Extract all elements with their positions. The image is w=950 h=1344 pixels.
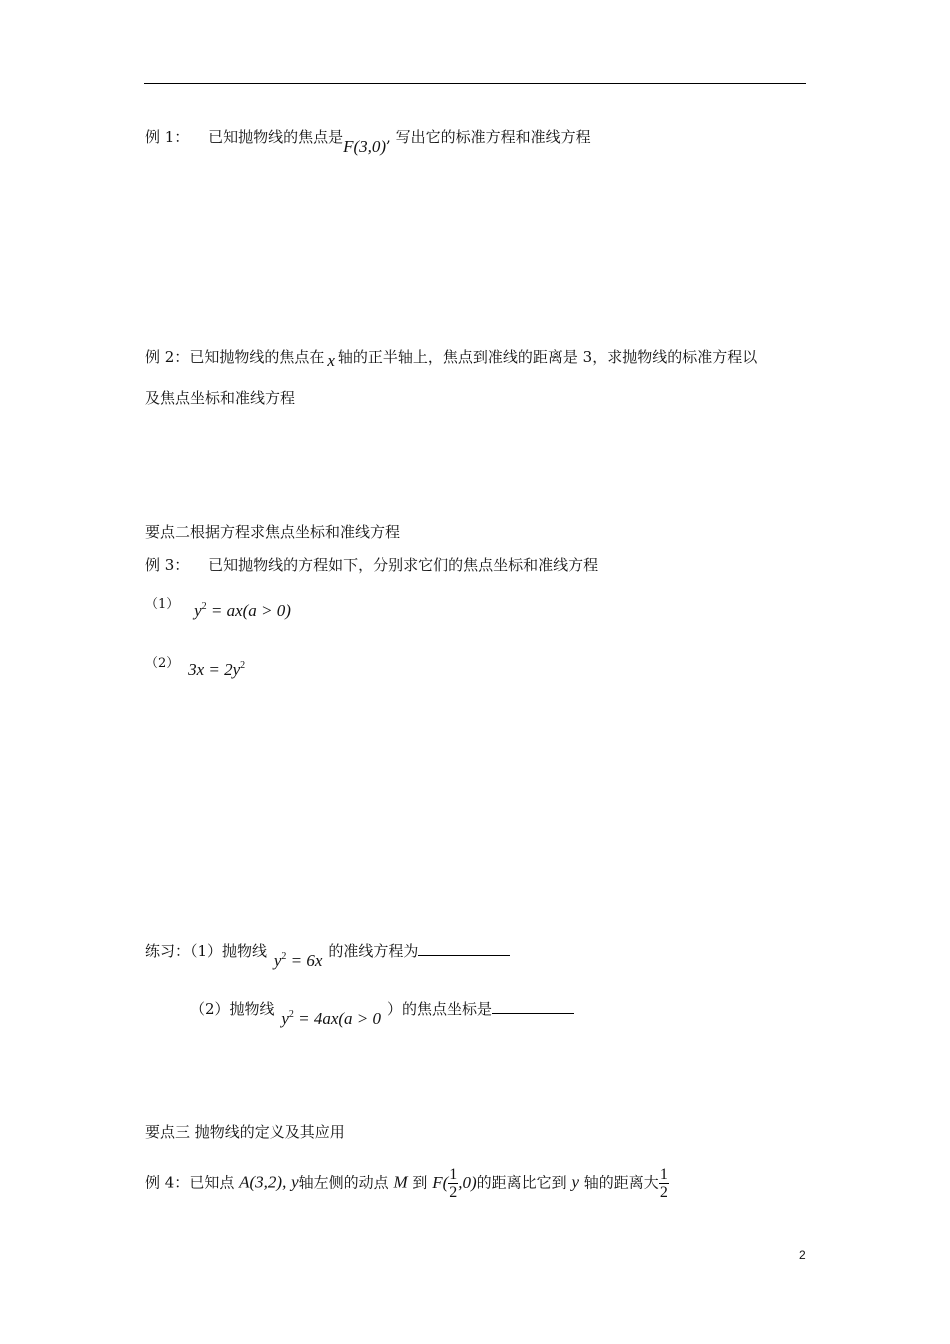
example-1-text: 已知抛物线的焦点是	[208, 128, 344, 146]
example-2-label: 例 2：	[145, 348, 190, 366]
focus-f	[432, 1166, 477, 1202]
item-2-sup: 2	[240, 660, 246, 671]
point-a: A(3,2),	[239, 1172, 287, 1192]
page-number: 2	[799, 1248, 806, 1262]
focus-f-rest: ,0)	[458, 1172, 477, 1192]
item-1-equation	[194, 601, 291, 620]
item-1-rest: = ax(a > 0)	[206, 601, 291, 620]
item-1-label: （1）	[145, 597, 180, 612]
item-2-equation	[188, 660, 245, 679]
practice-1-base: y	[273, 951, 282, 970]
practice-2-rest: = 4ax(a > 0	[293, 1009, 382, 1028]
point-m: M	[393, 1172, 408, 1192]
practice-2-suffix: ）的焦点坐标是	[387, 1000, 493, 1018]
fraction-denominator: 2	[449, 1184, 458, 1202]
practice-1-answer-blank[interactable]	[418, 939, 510, 956]
example-3-item-2	[145, 651, 246, 679]
example-4-y-2: y	[571, 1172, 580, 1192]
section-3-heading: 要点三 抛物线的定义及其应用	[145, 1123, 345, 1141]
practice-2-equation	[281, 1009, 381, 1028]
header-rule	[144, 83, 806, 84]
example-4-text-5: 轴的距离大	[583, 1173, 659, 1192]
practice-1	[145, 939, 510, 970]
example-4-text-3: 到	[412, 1173, 428, 1192]
item-1-base: y	[194, 601, 202, 620]
example-2-var: x	[327, 351, 335, 370]
focus-f-open: F(	[432, 1172, 449, 1192]
example-4-text-4: 的距离比它到	[476, 1173, 567, 1192]
example-3-text: 已知抛物线的方程如下，分别求它们的焦点坐标和准线方程	[208, 556, 599, 574]
example-2-text: 已知抛物线的焦点在	[189, 348, 325, 366]
example-1	[145, 126, 591, 156]
example-3-label: 例 3：	[145, 556, 190, 574]
practice-2-sup: 2	[288, 1009, 294, 1020]
example-4-text-1: 已知点	[189, 1173, 235, 1192]
fraction-half-2	[659, 1166, 669, 1201]
example-4-text-2: 轴左侧的动点	[298, 1173, 389, 1192]
example-1-label: 例 1：	[145, 128, 190, 146]
example-4-y-1: y	[291, 1172, 299, 1192]
practice-1-rest: = 6x	[286, 951, 323, 970]
item-2-label: （2）	[145, 656, 180, 671]
fraction-2-denominator: 2	[659, 1184, 668, 1201]
item-2-lhs: 3x = 2y	[188, 660, 241, 679]
fraction-half	[448, 1166, 458, 1201]
fraction-2-numerator: 1	[659, 1166, 668, 1183]
example-4-label: 例 4：	[145, 1173, 190, 1192]
practice-1-equation	[274, 951, 323, 970]
example-2	[145, 346, 757, 368]
practice-label: 练习：	[145, 942, 191, 960]
fraction-numerator: 1	[449, 1166, 458, 1184]
section-2-heading: 要点二根据方程求焦点坐标和准线方程	[145, 523, 401, 541]
practice-1-sup: 2	[281, 951, 287, 962]
practice-1-prefix: （1）抛物线	[190, 942, 268, 960]
example-3-item-1	[145, 592, 291, 620]
example-2-text-2: 轴的正半轴上，焦点到准线的距离是 3，求抛物线的标准方程以	[337, 348, 758, 366]
example-1-text-2: , 写出它的标准方程和准线方程	[386, 128, 591, 146]
example-4	[145, 1166, 669, 1201]
practice-2-answer-blank[interactable]	[492, 997, 574, 1014]
practice-2-base: y	[281, 1009, 289, 1028]
example-1-math: F(3,0)	[343, 137, 387, 156]
practice-2-prefix: （2）抛物线	[190, 1000, 275, 1018]
practice-2	[190, 997, 574, 1028]
practice-1-suffix: 的准线方程为	[328, 942, 419, 960]
example-2-line-2: 及焦点坐标和准线方程	[145, 389, 296, 407]
item-1-sup: 2	[201, 601, 207, 612]
example-3	[145, 554, 598, 576]
